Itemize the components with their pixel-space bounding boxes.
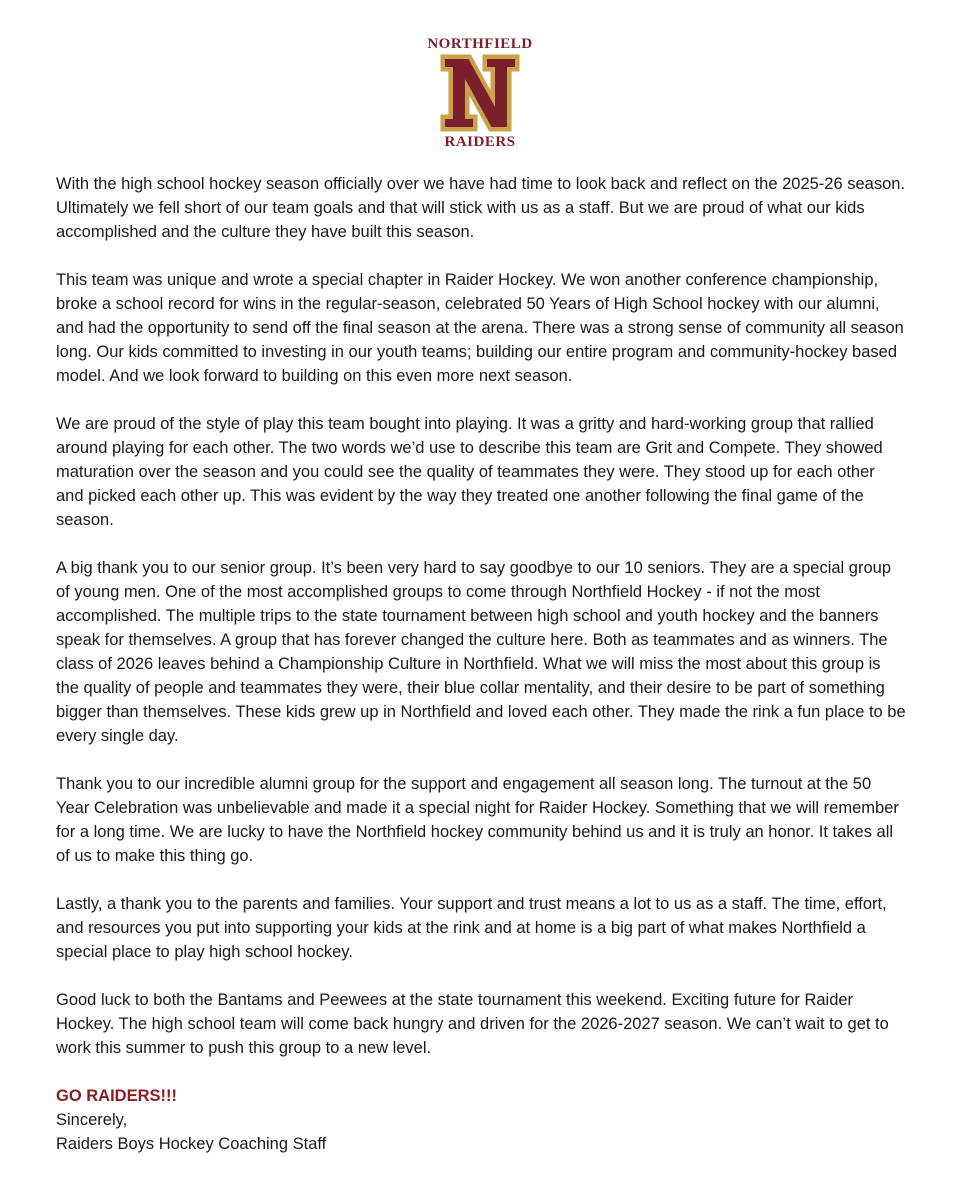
go-raiders-cheer: GO RAIDERS!!! [56, 1087, 177, 1105]
signature: Raiders Boys Hockey Coaching Staff [56, 1135, 327, 1153]
paragraph-special-chapter: This team was unique and wrote a special chapter in Raider Hockey. We won another conference championship, broke a school record for wins in the regular-season, celebrated 50 Years of High School hockey with our alumni, and had the opportunity to send off the final season at the arena. There was a strong sense of community all season long. Our kids committed to investing in our youth teams; building our entire program and community-hockey based model. And we look forward to building on this even more next season. [56, 271, 904, 385]
paragraph-parents-thanks: Lastly, a thank you to the parents and families. Your support and trust means a lot to us as a staff. The time, effort, and resources you put into supporting your kids at the rink and at home is a big part of what makes Northfield a special place to play high school hockey. [56, 895, 887, 961]
paragraph-senior-group: A big thank you to our senior group. It’s been very hard to say goodbye to our 10 seniors. They are a special group of young men. One of the most accomplished groups to come through Northfield Hockey - if not the most accomplished. The multiple trips to the state tournament between high school and youth hockey and the banners speak for themselves. A group that has forever changed the culture here. Both as teammates and as winners. The class of 2026 leaves behind a Championship Culture in Northfield. What we will miss the most about this group is the quality of people and teammates they were, their blue collar mentality, and their desire to be part of something bigger than themselves. These kids grew up in Northfield and loved each other. They made the rink a fun place to be every single day. [56, 559, 906, 745]
paragraph-alumni-thanks: Thank you to our incredible alumni group for the support and engagement all season long. The turnout at the 50 Year Celebration was unbelievable and made it a special night for Raider Hockey. Something that we will remember for a long time. We are lucky to have the Northfield hockey community behind us and it is truly an honor. It takes all of us to make this thing go. [56, 775, 899, 865]
northfield-raiders-logo [420, 30, 540, 160]
logo-bottom-text: RAIDERS [444, 134, 516, 150]
logo-n-emblem [440, 54, 520, 132]
letter-body [56, 172, 906, 1156]
letter-closing [56, 1084, 906, 1156]
paragraph-good-luck: Good luck to both the Bantams and Peewees at the state tournament this weekend. Exciting future for Raider Hockey. The high school team will come back hungry and driven for the 2026-2027 season. We can’t wait to get to work this summer to push this group to a new level. [56, 991, 889, 1057]
salutation: Sincerely, [56, 1111, 128, 1129]
paragraph-style-of-play: We are proud of the style of play this team bought into playing. It was a gritty and hard-working group that rallied around playing for each other. The two words we’d use to describe this team are Grit and Compete. They showed maturation over the season and you could see the quality of teammates they were. They stood up for each other and picked each other up. This was evident by the way they treated one another following the final game of the season. [56, 415, 883, 529]
paragraph-season-reflection: With the high school hockey season officially over we have had time to look back and reflect on the 2025-26 season. Ultimately we fell short of our team goals and that will stick with us as a staff. But we are proud of what our kids accomplished and the culture they have built this season. [56, 175, 906, 241]
logo-top-text: NORTHFIELD [427, 36, 533, 52]
